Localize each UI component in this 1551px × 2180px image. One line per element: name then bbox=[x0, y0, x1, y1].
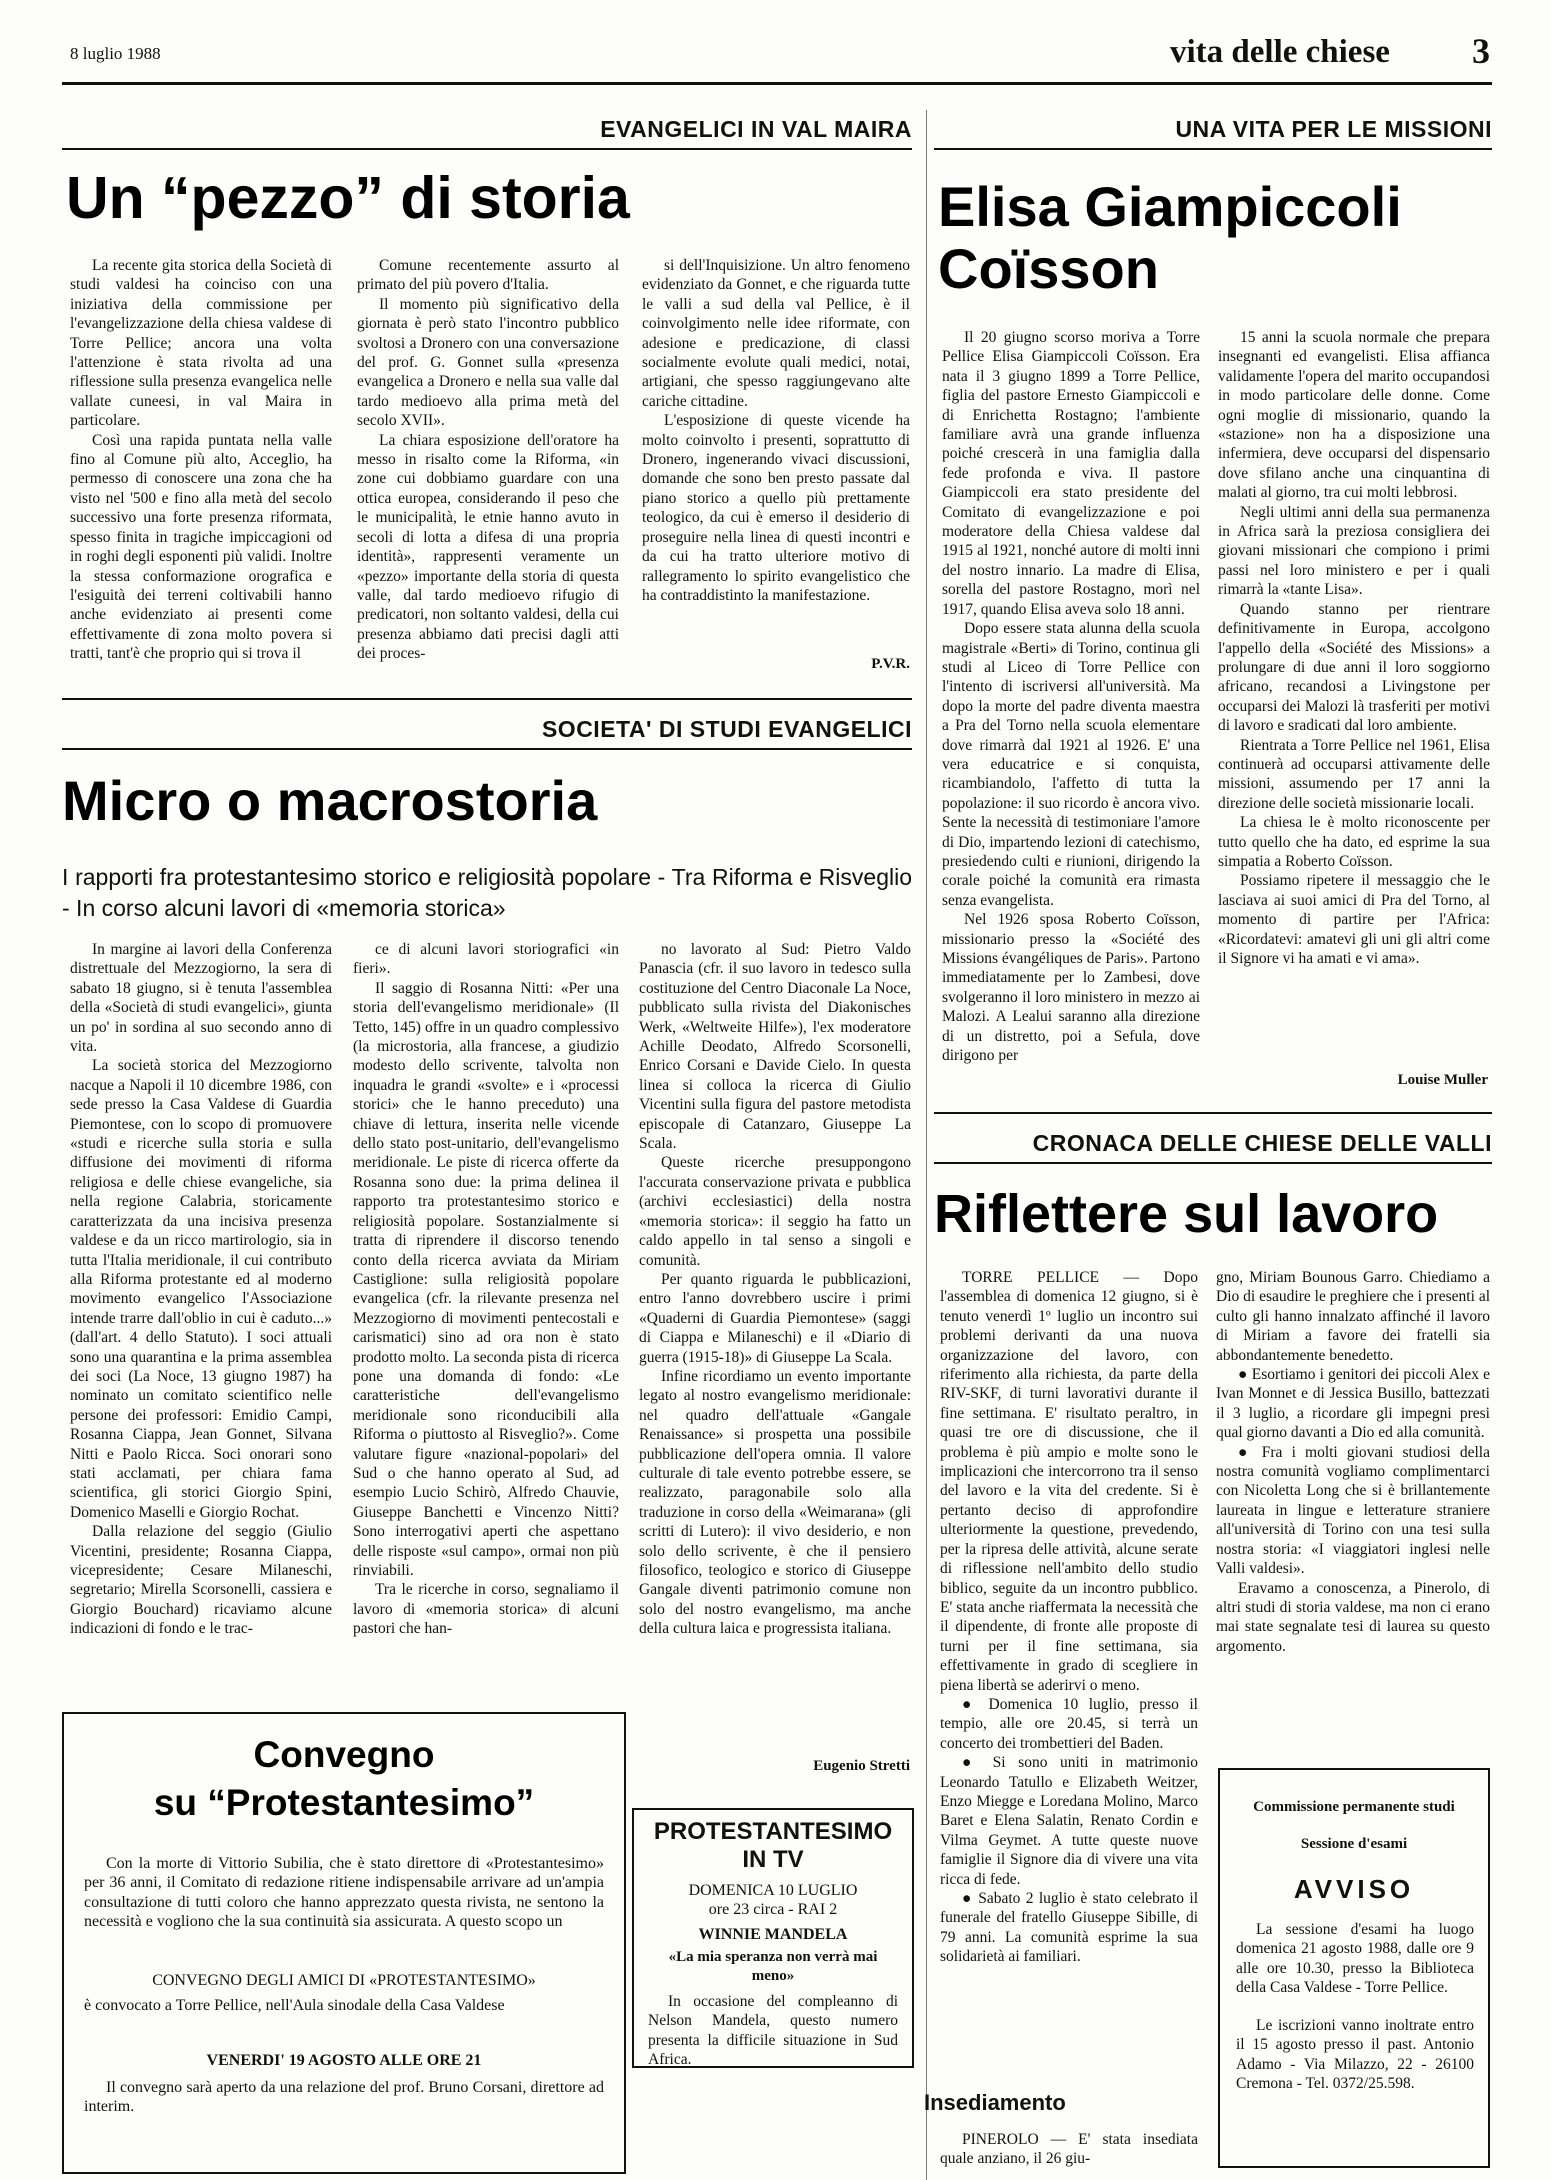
art3-column-3 bbox=[639, 940, 911, 1750]
art1-column-1 bbox=[70, 256, 332, 676]
paragraph: Il momento più significativo della giornata è però stato l'incontro pubblico svoltosi a Dronero con una conversazione del prof. G. Gonnet sulla «presenza evangelica a Dronero e nella sua valle dal tardo medioevo alla prima metà del secolo XVII». bbox=[357, 295, 619, 430]
tv-title-line-1: PROTESTANTESIMO bbox=[653, 1818, 893, 1845]
paragraph: Negli ultimi anni della sua permanenza in Africa sarà la preziosa consigliera dei giovani missionari che compiono i primi passi nel loro ministero e per i quali rimarrà la «tante Lisa». bbox=[1218, 503, 1490, 599]
paragraph: Dalla relazione del seggio (Giulio Vicentini, presidente; Rosanna Ciappa, vicepresidente; Cesare Milaneschi, segretario; Mirella Scorsonelli, cassiera e Giorgio Bouchard) ricaviamo alcune indicazioni di fondo e le trac- bbox=[70, 1523, 332, 1638]
avviso-paragraph-2: Le iscrizioni vanno inoltrate entro il 15 agosto presso il past. Antonio Adamo - Via Milazzo, 22 - 26100 Cremona - Tel. 0372/25.598. bbox=[1236, 2017, 1474, 2093]
convegno-center-1: CONVEGNO DEGLI AMICI DI «PROTESTANTESIMO» bbox=[152, 1972, 536, 1989]
art2-title-line-1: Elisa Giampiccoli bbox=[938, 175, 1402, 238]
convegno-title-line-1: Convegno bbox=[253, 1734, 435, 1775]
page-number: 3 bbox=[1472, 31, 1490, 71]
art1-title: Un “pezzo” di storia bbox=[66, 165, 630, 231]
paragraph: Rientrata a Torre Pellice nel 1961, Elisa continuerà ad occuparsi attivamente delle missioni, assumendo per 17 anni la direzione delle società missionarie locali. bbox=[1218, 736, 1490, 812]
paragraph: gno, Miriam Bounous Garro. Chiediamo a Dio di esaudire le preghiere che i presenti al culto gli hanno innalzato affinché il lavoro di Miriam a favore dei fratelli sia abbondantemente benedetto. bbox=[1216, 1269, 1490, 1364]
paragraph: La chiara esposizione dell'oratore ha messo in risalto come la Riforma, «in zone cui dobbiamo guardare con una ottica europea, considerando il peso che le municipalità, le etnie hanno avuto in secoli di lotta a difesa di una propria identità», rappresenti veramente un «pezzo» importante della storia di questa valle, dal tardo medioevo rifugio di predicatori, non soltanto valdesi, della cui presenza abbiamo dati precisi dagli atti dei proces- bbox=[357, 431, 619, 663]
art1-kicker-rule bbox=[62, 148, 912, 150]
art1-column-3 bbox=[642, 256, 910, 656]
avviso-title: AVVISO bbox=[1293, 1874, 1415, 1904]
masthead-date: 8 luglio 1988 bbox=[70, 44, 161, 63]
art1-signature: P.V.R. bbox=[871, 656, 910, 672]
masthead-rule bbox=[62, 82, 1492, 85]
art3-kicker: SOCIETA' DI STUDI EVANGELICI bbox=[541, 716, 912, 742]
paragraph: ce di alcuni lavori storiografici «in fieri». bbox=[353, 941, 619, 978]
art3-signature: Eugenio Stretti bbox=[813, 1758, 910, 1774]
art3-column-1 bbox=[70, 940, 332, 1638]
avviso-box bbox=[1218, 1768, 1490, 2168]
paragraph: Così una rapida puntata nella valle fino al Comune più alto, Acceglio, ha permesso di conoscere una zona che ha visto nel '500 e fino alla metà del secolo successivo una forte presenza riformata, spesso finita in tragiche impiccagioni od in roghi degli esponenti più validi. Inoltre la stessa conformazione orografica e l'esiguità dei terreni coltivabili hanno anche evidenziato ai presenti come effettivamente di zona molto povera si tratti, tant'è che proprio qui si trova il bbox=[70, 431, 332, 663]
paragraph: La recente gita storica della Società di studi valdesi ha coinciso con una iniziativa della commissione per l'evangelizzazione della chiesa valdese di Torre Pellice; ancora una volta l'attenzione è stata rivolta ad una riflessione sulla presenza evangelica nelle vallate cuneesi, in val Maira in particolare. bbox=[70, 257, 332, 430]
art3-subtitle: I rapporti fra protestantesimo storico e religiosità popolare - Tra Riforma e Risveglio - In corso alcuni lavori di «memoria storica» bbox=[62, 864, 912, 921]
tv-box bbox=[632, 1808, 914, 2068]
paragraph: ● Si sono uniti in matrimonio Leonardo Tatullo e Elizabeth Weitzer, Enzo Miegge e Loredana Molino, Marco Baret e Elena Salatin, Renato Cordin e Vilma Geymet. A tutte queste nuove famiglie il Signore dia di vivere una vita ricca di fede. bbox=[940, 1754, 1198, 1888]
column-divider bbox=[926, 110, 927, 2180]
insediamento-body bbox=[940, 2130, 1198, 2174]
paragraph: ● Domenica 10 luglio, presso il tempio, alle ore 20.45, si terrà un concerto dei trombettieri del Baden. bbox=[940, 1695, 1198, 1752]
art2-column-1 bbox=[942, 328, 1200, 1094]
art4-column-1 bbox=[940, 1268, 1198, 2058]
convegno-title-line-2: su “Protestantesimo” bbox=[153, 1782, 535, 1823]
convegno-paragraph-3: Il convegno sarà aperto da una relazione del prof. Bruno Corsani, direttore ad interim. bbox=[84, 2079, 604, 2116]
art2-kicker-rule bbox=[934, 148, 1492, 150]
paragraph: 15 anni la scuola normale che prepara insegnanti ed evangelisti. Elisa affianca validamente l'opera del marito occupandosi in modo particolare delle donne. Come ogni moglie di missionario, quando la «stazione» non ha a disposizione una infermiera, deve occuparsi del dispensario dove sfilano anche una cinquantina di malati al giorno, tra cui molti lebbrosi. bbox=[1218, 329, 1490, 502]
art4-top-rule bbox=[934, 1112, 1492, 1114]
paragraph: Infine ricordiamo un evento importante legato al nostro evangelismo meridionale: nel quadro dell'attuale «Gangale Renaissance» si prospetta una possibile pubblicazione dell'opera omnia. Il valore culturale di tale evento potrebbe essere, se realizzato, paragonabile solo alla traduzione in corso della «Weimarana» (gli scritti di Lutero): il vivo desiderio, e non solo dello scrivente, è che il pensiero filosofico, teologico e storico di Giuseppe Gangale diventi patrimonio comune non solo del nostro evangelismo, ma anche della cultura laica e progressista italiana. bbox=[639, 1367, 911, 1638]
paragraph: ● Fra i molti giovani studiosi della nostra comunità vogliamo complimentarci con Nicoletta Long che si è brillantemente laureata in lingue e letterature straniere all'università di Torino con una tesi sulla nostra storia: «I viaggiatori inglesi nelle Valli valdesi». bbox=[1216, 1443, 1490, 1578]
insediamento-title: Insediamento bbox=[924, 2090, 1066, 2115]
tv-subtitle: «La mia speranza non verrà mai meno» bbox=[668, 1949, 878, 1984]
art4-title: Riflettere sul lavoro bbox=[934, 1184, 1439, 1244]
paper-name: vita delle chiese bbox=[1170, 34, 1390, 70]
art2-column-2 bbox=[1218, 328, 1490, 1060]
paragraph: Il 20 giugno scorso moriva a Torre Pellice Elisa Giampiccoli Coïsson. Era nata il 3 giugno 1899 a Torre Pellice, figlia del pastore Ernesto Giampiccoli e di Enrichetta Rostagno; l'ambiente familiare avrà una grande influenza poiché crescerà in una famiglia dalla fede profonda e viva. Il pastore Giampiccoli era stato presidente del Comitato di evangelizzazione e poi moderatore della Chiesa valdese dal 1915 al 1921, nonché autore di molti inni del nostro innario. La madre di Elisa, sorella del pastore Rostagno, morì nel 1917, quando Elisa aveva solo 18 anni. bbox=[942, 329, 1200, 618]
paragraph: In margine ai lavori della Conferenza distrettuale del Mezzogiorno, la sera di sabato 18 giugno, si è tenuta l'assemblea della «Società di studi evangelici», giunta un po' in sordina al suo secondo anno di vita. bbox=[70, 941, 332, 1056]
art3-column-2 bbox=[353, 940, 619, 1638]
paragraph: Quando stanno per rientrare definitivamente in Europa, accolgono l'appello della «Société des Missions» a prolungare di due anni il loro soggiorno africano, recandosi a Livingstone per occuparsi dei Malozi là trasferiti per motivi di lavoro e sradicati dal loro ambiente. bbox=[1218, 600, 1490, 735]
paragraph: TORRE PELLICE — Dopo l'assemblea di domenica 12 giugno, si è tenuto venerdì 1º luglio un incontro sui problemi derivanti da una nuova organizzazione del lavoro, con riferimento alla richiesta, da parte della RIV-SKF, di turni lavorativi durante il fine settimana. E' risultato peraltro, in quasi tre ore di discussione, che il problema è più ampio e molte sono le implicazioni che intercorrono tra il senso del lavoro e la vita del credente. Si è pertanto deciso di approfondire ulteriormente la questione, prevedendo, per la ripresa delle attività, alcune serate di riflessione nell'ambito dello studio biblico, seguite da un incontro pubblico. E' stata anche riaffermata la necessità che il dipendente, di fronte alle proposte di turni per il fine settimana, sia effettivamente in grado di scegliere in piena libertà se aderirvi o meno. bbox=[940, 1269, 1198, 1694]
paragraph: Comune recentemente assurto al primato del più povero d'Italia. bbox=[357, 257, 619, 294]
art2-kicker: UNA VITA PER LE MISSIONI bbox=[1175, 116, 1492, 142]
paragraph: Nel 1926 sposa Roberto Coïsson, missionario presso la «Société des Missions évangéliques de Paris». Partono immediatamente per lo Zambesi, dove svolgeranno il loro ministero in mezzo ai Malozi. A Lealui saranno alla direzione di un distretto, poi a Sefula, dove dirigono per bbox=[942, 911, 1200, 1065]
paragraph: si dell'Inquisizione. Un altro fenomeno evidenziato da Gonnet, e che riguarda tutte le valli a sud della val Pellice, è il coinvolgimento nelle idee riformate, con adesione e predicazione, di classi socialmente evolute quali medici, notai, artigiani, che spesso raggiungevano alte cariche cittadine. bbox=[642, 257, 910, 410]
paragraph: PINEROLO — E' stata insediata quale anziano, il 26 giu- bbox=[940, 2131, 1198, 2168]
paragraph: Per quanto riguarda le pubblicazioni, entro l'anno dovrebbero uscire i primi «Quaderni di Guardia Piemontese» (saggi di Ciappa e Milaneschi) e il «Diario di guerra (1915-18)» di Giuseppe La Scala. bbox=[639, 1270, 911, 1366]
paragraph: ● Sabato 2 luglio è stato celebrato il funerale del fratello Giuseppe Sibille, di 79 anni. La comunità esprime la sua solidarietà ai familiari. bbox=[940, 1890, 1198, 1966]
avviso-paragraph-1: La sessione d'esami ha luogo domenica 21 agosto 1988, dalle ore 9 alle ore 10.30, presso la Biblioteca della Casa Valdese - Torre Pellice. bbox=[1236, 1921, 1474, 1997]
art3-title: Micro o macrostoria bbox=[62, 769, 598, 832]
art4-kicker-rule bbox=[934, 1162, 1492, 1164]
paragraph: no lavorato al Sud: Pietro Valdo Panascia (cfr. il suo lavoro in tedesco sulla costituzione del Centro Diaconale La Noce, pubblicato sulla rivista del Diakonisches Werk, «Weltweite Hilfe»), l'ex moderatore Achille Deodato, Alfredo Scorsonelli, Enrico Corsani e Davide Cielo. In questa linea si colloca la ricerca di Giulio Vicentini sulla figura del pastore metodista episcopale di Catanzaro, Giuseppe La Scala. bbox=[639, 941, 911, 1153]
convegno-paragraph-2: è convocato a Torre Pellice, nell'Aula sinodale della Casa Valdese bbox=[84, 1997, 505, 2014]
art4-column-2 bbox=[1216, 1268, 1490, 1762]
convegno-box bbox=[62, 1712, 626, 2174]
avviso-header-line-1: Commissione permanente studi bbox=[1253, 1799, 1455, 1815]
paragraph: Queste ricerche presuppongono l'accurata conservazione privata e pubblica (archivi ecclesiastici) della nostra «memoria storica»: il seggio ha fatto un caldo appello in tal senso a singoli e comunità. bbox=[639, 1154, 911, 1269]
art3-top-rule bbox=[62, 698, 912, 700]
tv-body: In occasione del compleanno di Nelson Mandela, questo numero presenta la difficile situazione in Sud Africa. bbox=[648, 1993, 898, 2069]
art2-signature: Louise Muller bbox=[1397, 1072, 1488, 1088]
paragraph: ● Esortiamo i genitori dei piccoli Alex e Ivan Monnet e di Jessica Busillo, battezzati il 3 luglio, a ricordare gli impegni presi qual giorno davanti a Dio ed alla comunità. bbox=[1216, 1366, 1490, 1442]
art1-column-2 bbox=[357, 256, 619, 676]
paragraph: Tra le ricerche in corso, segnaliamo il lavoro di «memoria storica» di alcuni pastori che han- bbox=[353, 1581, 619, 1638]
paragraph: Possiamo ripetere il messaggio che le lasciava ai suoi amici di Pra del Torno, al momento di partire per l'Africa: «Ricordatevi: amatevi gli uni gli altri come il Signore vi ha amati e vi ama». bbox=[1218, 872, 1490, 967]
paragraph: La chiesa le è molto riconoscente per tutto quello che ha dato, ed esprime la sua simpatia a Roberto Coïsson. bbox=[1218, 814, 1490, 870]
paragraph: Dopo essere stata alunna della scuola magistrale «Berti» di Torino, continua gli studi al Liceo di Torre Pellice con l'intento di iscriversi all'università. Ma dopo la morte del padre diventa maestra a Pra del Torno nella scuola elementare dove rimarrà dal 1921 al 1926. E' una vera educatrice e si conquista, ricambiandolo, l'affetto di tutta la popolazione: il suo ricordo è ancora vivo. Sente la necessità di testimoniare l'amore di Dio, impartendo lezioni di catechismo, presiedendo culti e riunioni, dirigendo la corale poiché la comunità era rimasta senza evangelista. bbox=[942, 620, 1200, 909]
avviso-header-line-2: Sessione d'esami bbox=[1300, 1836, 1408, 1852]
tv-date-line-1: DOMENICA 10 LUGLIO bbox=[688, 1882, 858, 1899]
art4-kicker: CRONACA DELLE CHIESE DELLE VALLI bbox=[1032, 1130, 1492, 1156]
paragraph: Eravamo a conoscenza, a Pinerolo, di altri studi di storia valdese, ma non ci erano mai state segnalate tesi di laurea su questo argomento. bbox=[1216, 1579, 1490, 1655]
tv-title-line-2: IN TV bbox=[742, 1846, 804, 1873]
tv-program: WINNIE MANDELA bbox=[698, 1926, 848, 1943]
art1-kicker: EVANGELICI IN VAL MAIRA bbox=[600, 116, 912, 142]
paragraph: L'esposizione di queste vicende ha molto coinvolto i presenti, soprattutto di Dronero, ingenerando vivaci discussioni, domande che sono ben presto passate dal piano storico a quello più prettamente teologico, da cui è emerso il desiderio di proseguire nella linea di questi incontri e da cui ha tratto ulteriore motivo di rallegramento lo spirito evangelistico che ha contraddistinto la manifestazione. bbox=[642, 412, 910, 604]
art3-kicker-rule bbox=[62, 748, 912, 750]
convegno-center-2: VENERDI' 19 AGOSTO ALLE ORE 21 bbox=[206, 2052, 482, 2069]
paragraph: Il saggio di Rosanna Nitti: «Per una storia dell'evangelismo meridionale» (Il Tetto, 145) offre in un quadro complessivo (la microstoria, alla francese, a giudizio modesto dello scrivente, talvolta non inquadra le grandi «svolte» e i «processi storici» che le hanno preceduto) una chiave di lettura, inserita nelle vicende dello stato post-unitario, dell'evangelismo meridionale. Le piste di ricerca offerte da Rosanna sono due: la prima delinea il rapporto tra protestantesimo storico e religiosità popolare. Sostanzialmente si tratta di riprendere il discorso tenendo conto della ricerca avviata da Miriam Castiglione: sulla religiosità popolare evangelica (cfr. la rilevante presenza nel Mezzogiorno di movimenti pentecostali e carismatici) sino ad ora non è stato prodotto molto. La seconda pista di ricerca pone una domanda di fondo: «Le caratteristiche dell'evangelismo meridionale sono riconducibili alla Riforma o piuttosto al Risveglio?». Come valutare figure «nazional-popolari» del Sud o che hanno operato al Sud, ad esempio Lucio Schirò, Alfredo Chauvie, Giuseppe Banchetti e Vincenzo Nitti? Sono interrogativi aperti che aspettano delle risposte «sul campo», ormai non più rinviabili. bbox=[353, 979, 619, 1579]
paragraph: La società storica del Mezzogiorno nacque a Napoli il 10 dicembre 1986, con sede presso la Casa Valdese di Guardia Piemontese, con lo scopo di promuovere «studi e ricerche sulla storia e sulla diffusione dei movimenti di riforma religiosa e delle chiese evangeliche, sia nella regione Calabria, storicamente caratterizzata da una incisiva presenza valdese e da un ricco martirologio, sia in tutta l'Italia meridionale, il cui contributo alla Riforma protestante ed al moderno movimento evangelico l'Associazione intende trarre dall'oblio in cui è caduto...» (dall'art. 4 dello Statuto). I soci attuali sono una quarantina e la prima assemblea dei soci (La Noce, 13 giugno 1987) ha nominato un comitato scientifico nelle persone dei professori: Emidio Campi, Rosanna Ciappa, Jean Gonnet, Silvana Nitti e Paolo Ricca. Soci onorari sono stati acclamati, per chiara fama scientifica, gli storici Giorgio Spini, Domenico Maselli e Giorgio Rochat. bbox=[70, 1057, 332, 1521]
convegno-paragraph-1: Con la morte di Vittorio Subilia, che è stato direttore di «Protestantesimo» per 36 anni, il Comitato di redazione ritiene indispensabile arrivare ad un'ampia consultazione di tutti coloro che hanno apprezzato questa rivista, ne sentono la necessità e vogliono che la sua continuità sia assicurata. A questo scopo un bbox=[84, 1855, 604, 1931]
art2-title-line-2: Coïsson bbox=[938, 237, 1159, 300]
tv-date-line-2: ore 23 circa - RAI 2 bbox=[708, 1901, 838, 1918]
